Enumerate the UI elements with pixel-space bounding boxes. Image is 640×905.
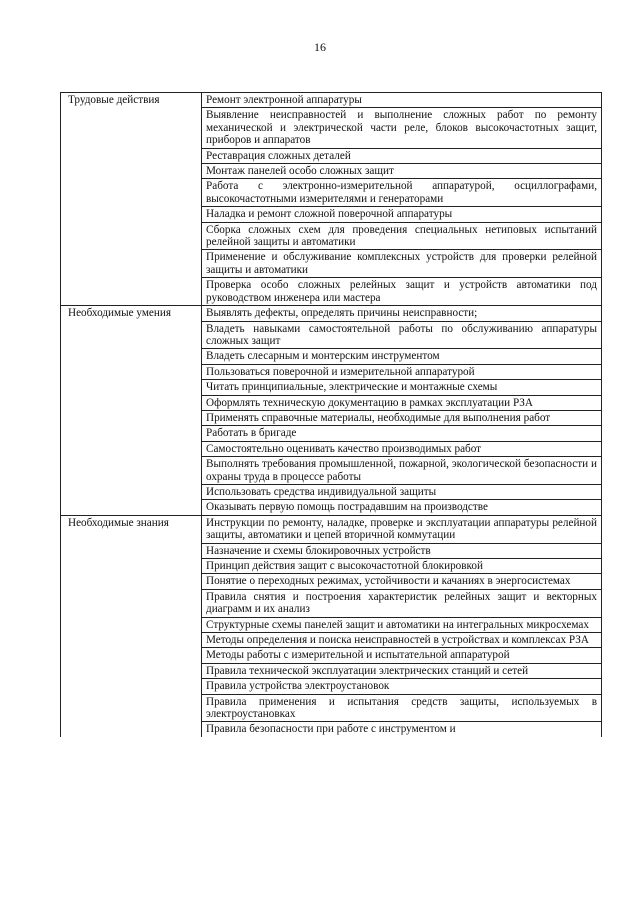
table-cell-item: Методы определения и поиска неисправностей в устройствах и комплексах РЗА bbox=[202, 633, 602, 648]
competency-table bbox=[60, 92, 602, 737]
table-cell-item: Проверка особо сложных релейных защит и устройств автоматики под руководством инженера или мастера bbox=[202, 278, 602, 306]
table-cell-item: Реставрация сложных деталей bbox=[202, 148, 602, 163]
table-cell-item: Ремонт электронной аппаратуры bbox=[202, 93, 602, 108]
table-cell-item: Правила снятия и построения характеристик релейных защит и векторных диаграмм и их анализ bbox=[202, 589, 602, 617]
table-cell-item: Правила безопасности при работе с инструментом и bbox=[202, 722, 602, 737]
table-row bbox=[61, 515, 602, 543]
table-cell-item: Пользоваться поверочной и измерительной аппаратурой bbox=[202, 364, 602, 379]
table-cell-item: Сборка сложных схем для проведения специальных нетиповых испытаний релейной защиты и автоматики bbox=[202, 222, 602, 250]
table-row bbox=[61, 306, 602, 321]
table-cell-item: Правила технической эксплуатации электрических станций и сетей bbox=[202, 663, 602, 678]
table-cell-item: Структурные схемы панелей защит и автоматики на интегральных микросхемах bbox=[202, 617, 602, 632]
table-cell-item: Владеть слесарным и монтерским инструментом bbox=[202, 349, 602, 364]
table-cell-item: Работать в бригаде bbox=[202, 426, 602, 441]
section-required-skills-header: Необходимые умения bbox=[61, 306, 202, 516]
table-cell-item: Использовать средства индивидуальной защиты bbox=[202, 484, 602, 499]
table-cell-item: Принцип действия защит с высокочастотной блокировкой bbox=[202, 559, 602, 574]
table-cell-item: Применять справочные материалы, необходимые для выполнения работ bbox=[202, 410, 602, 425]
table-cell-item: Самостоятельно оценивать качество производимых работ bbox=[202, 441, 602, 456]
table-cell-item: Работа с электронно-измерительной аппаратурой, осциллографами, высокочастотными измерителями и генераторами bbox=[202, 179, 602, 207]
table-cell-item: Выявлять дефекты, определять причины неисправности; bbox=[202, 306, 602, 321]
table-row bbox=[61, 93, 602, 108]
table-cell-item: Выполнять требования промышленной, пожарной, экологической безопасности и охраны труда в процессе работы bbox=[202, 457, 602, 485]
table-cell-item: Методы работы с измерительной и испытательной аппаратурой bbox=[202, 648, 602, 663]
table-cell-item: Правила устройства электроустановок bbox=[202, 679, 602, 694]
table-cell-item: Монтаж панелей особо сложных защит bbox=[202, 164, 602, 179]
table-cell-item: Инструкции по ремонту, наладке, проверке и эксплуатации аппаратуры релейной защиты, автоматики и цепей вторичной коммутации bbox=[202, 515, 602, 543]
table-cell-item: Оказывать первую помощь пострадавшим на производстве bbox=[202, 500, 602, 515]
section-labour-actions-header: Трудовые действия bbox=[61, 93, 202, 306]
table-cell-item: Правила применения и испытания средств защиты, используемых в электроустановках bbox=[202, 694, 602, 722]
table-cell-item: Читать принципиальные, электрические и монтажные схемы bbox=[202, 380, 602, 395]
page-number: 16 bbox=[314, 40, 326, 54]
section-required-knowledge-header: Необходимые знания bbox=[61, 515, 202, 737]
table-cell-item: Наладка и ремонт сложной поверочной аппаратуры bbox=[202, 207, 602, 222]
table-cell-item: Понятие о переходных режимах, устойчивости и качаниях в энергосистемах bbox=[202, 574, 602, 589]
table-cell-item: Применение и обслуживание комплексных устройств для проверки релейной защиты и автоматики bbox=[202, 250, 602, 278]
competency-table-body bbox=[61, 93, 602, 737]
table-cell-item: Назначение и схемы блокировочных устройств bbox=[202, 543, 602, 558]
table-cell-item: Выявление неисправностей и выполнение сложных работ по ремонту механической и электрической части реле, блоков высокочастотных защит, приборов и аппаратов bbox=[202, 108, 602, 148]
table-cell-item: Владеть навыками самостоятельной работы по обслуживанию аппаратуры сложных защит bbox=[202, 321, 602, 349]
table-cell-item: Оформлять техническую документацию в рамках эксплуатации РЗА bbox=[202, 395, 602, 410]
